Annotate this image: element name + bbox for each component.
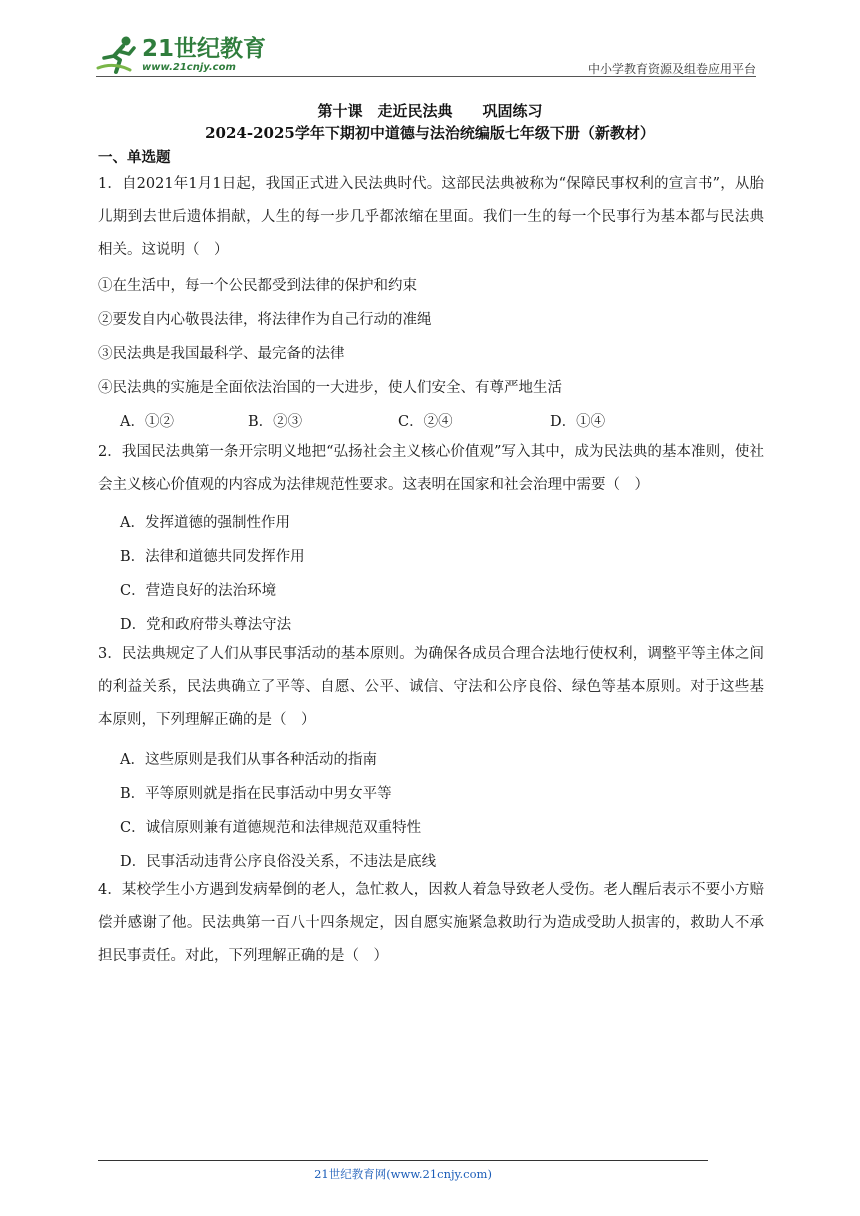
q1-statement-3: ③民法典是我国最科学、最完备的法律 [98, 346, 345, 362]
q1-option-d[interactable]: D．①④ [550, 414, 606, 430]
header-platform-text: 中小学教育资源及组卷应用平台 [587, 62, 756, 76]
q1-statement-4: ④民法典的实施是全面依法治国的一大进步，使人们安全、有尊严地生活 [98, 380, 562, 396]
lesson-title: 第十课 走近民法典 巩固练习 [317, 102, 543, 120]
section-heading: 一、单选题 [98, 149, 171, 166]
question-1-stem: 1．自2021年1月1日起，我国正式进入民法典时代。这部民法典被称为“保障民事权利的宣言书”，从胎儿期到去世后遗体捐献，人生的每一步几乎都浓缩在里面。我们一生的每一个民事行为基本都与民法典相关。这说明（ ） [98, 176, 764, 258]
q1-option-a[interactable]: A．①② [120, 414, 174, 430]
q3-option-b[interactable]: B．平等原则就是指在民事活动中男女平等 [120, 786, 392, 802]
page-header [96, 30, 756, 78]
q2-option-d[interactable]: D．党和政府带头尊法守法 [120, 617, 292, 633]
logo-url: www.21cnjy.com [142, 62, 236, 73]
footer-divider [98, 1160, 708, 1161]
q1-option-b[interactable]: B．②③ [248, 414, 303, 430]
question-4-stem: 4．某校学生小方遇到发病晕倒的老人，急忙救人，因救人着急导致老人受伤。老人醒后表示不要小方赔偿并感谢了他。民法典第一百八十四条规定，因自愿实施紧急救助行为造成受助人损害的，救助人不承担民事责任。对此，下列理解正确的是（ ） [98, 882, 764, 964]
logo-text: 21世纪教育 [142, 36, 267, 62]
q3-option-d[interactable]: D．民事活动违背公序良俗没关系，不违法是底线 [120, 854, 437, 870]
question-2-stem: 2．我国民法典第一条开宗明义地把“弘扬社会主义核心价值观”写入其中，成为民法典的基本准则，使社会主义核心价值观的内容成为法律规范性要求。这表明在国家和社会治理中需要（ ） [98, 444, 764, 493]
q2-option-a[interactable]: A．发挥道德的强制性作用 [120, 515, 290, 531]
q2-option-c[interactable]: C．营造良好的法治环境 [120, 583, 277, 599]
course-title: 2024-2025学年下期初中道德与法治统编版七年级下册（新教材） [205, 124, 655, 142]
site-logo[interactable] [96, 34, 266, 76]
footer-link[interactable]: 21世纪教育网(www.21cnjy.com) [314, 1167, 492, 1181]
q1-statement-1: ①在生活中，每一个公民都受到法律的保护和约束 [98, 278, 417, 294]
question-3-stem: 3．民法典规定了人们从事民事活动的基本原则。为确保各成员合理合法地行使权利，调整平等主体之间的利益关系，民法典确立了平等、自愿、公平、诚信、守法和公序良俗、绿色等基本原则。对于这些基本原则，下列理解正确的是（ ） [98, 646, 764, 728]
runner-logo-icon [96, 34, 140, 76]
q3-option-c[interactable]: C．诚信原则兼有道德规范和法律规范双重特性 [120, 820, 422, 836]
header-divider [96, 76, 756, 77]
q3-option-a[interactable]: A．这些原则是我们从事各种活动的指南 [120, 752, 377, 768]
q1-statement-2: ②要发自内心敬畏法律，将法律作为自己行动的准绳 [98, 312, 432, 328]
q2-option-b[interactable]: B．法律和道德共同发挥作用 [120, 549, 305, 565]
q1-option-c[interactable]: C．②④ [398, 414, 453, 430]
